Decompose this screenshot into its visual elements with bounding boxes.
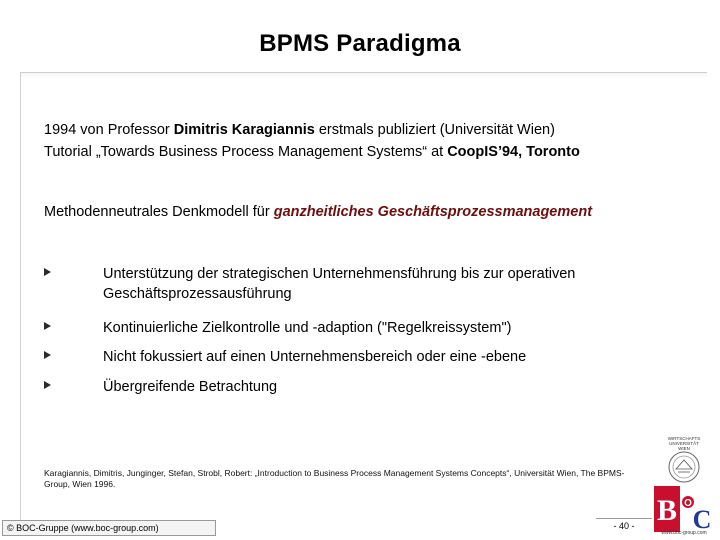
logo-url: www.boc-group.com	[661, 530, 707, 536]
bullet-arrow-icon	[44, 268, 51, 276]
intro-line-2-prefix: Tutorial „Towards Business Process Management Systems“ at	[44, 144, 448, 160]
citation-text: Karagiannis, Dimitris, Junginger, Stefan, Strobl, Robert: „Introduction to Business Process Management Systems Concepts“, Universität Wien, The BPMS-Group, Wien 1996.	[44, 468, 625, 489]
bullet-item: Nicht fokussiert auf einen Unternehmensbereich oder eine -ebene	[103, 349, 527, 365]
university-seal-icon	[656, 434, 712, 484]
intro-line-1-suffix: erstmals publiziert (Universität Wien)	[314, 122, 555, 138]
method-prefix: Methodenneutrales Denkmodell für	[44, 204, 274, 220]
bullet-arrow-icon	[44, 322, 51, 330]
intro-line-1-prefix: 1994 von Professor	[44, 122, 174, 138]
slide-title: BPMS Paradigma	[259, 30, 461, 57]
intro-line-2	[44, 142, 580, 162]
footer-copyright: © BOC-Gruppe (www.boc-group.com)	[2, 520, 216, 536]
method-line	[44, 202, 592, 222]
method-emphasis: ganzheitliches Geschäftsprozessmanagement	[273, 204, 593, 220]
boc-logo-icon	[652, 484, 716, 536]
svg-text:WIRTSCHAFTS: WIRTSCHAFTS	[667, 436, 701, 441]
bullet-item: Unterstützung der strategischen Unternehmensführung bis zur operativen Geschäftsprozessausführung	[103, 266, 576, 302]
svg-text:UNIVERSITÄT: UNIVERSITÄT	[669, 441, 699, 446]
bullet-item: Übergreifende Betrachtung	[103, 379, 278, 395]
bullet-item: Kontinuierliche Zielkontrolle und -adaption ("Regelkreissystem")	[103, 320, 512, 336]
svg-text:O: O	[684, 498, 692, 509]
svg-text:C: C	[692, 505, 712, 534]
svg-text:WIEN: WIEN	[678, 446, 690, 451]
page-number: - 40 -	[596, 518, 652, 533]
svg-text:B: B	[656, 494, 678, 527]
conference-name: CoopIS’94, Toronto	[447, 144, 580, 160]
bullet-arrow-icon	[44, 351, 51, 359]
intro-line-1	[44, 120, 555, 140]
bullet-arrow-icon	[44, 381, 51, 389]
author-name: Dimitris Karagiannis	[173, 122, 315, 138]
